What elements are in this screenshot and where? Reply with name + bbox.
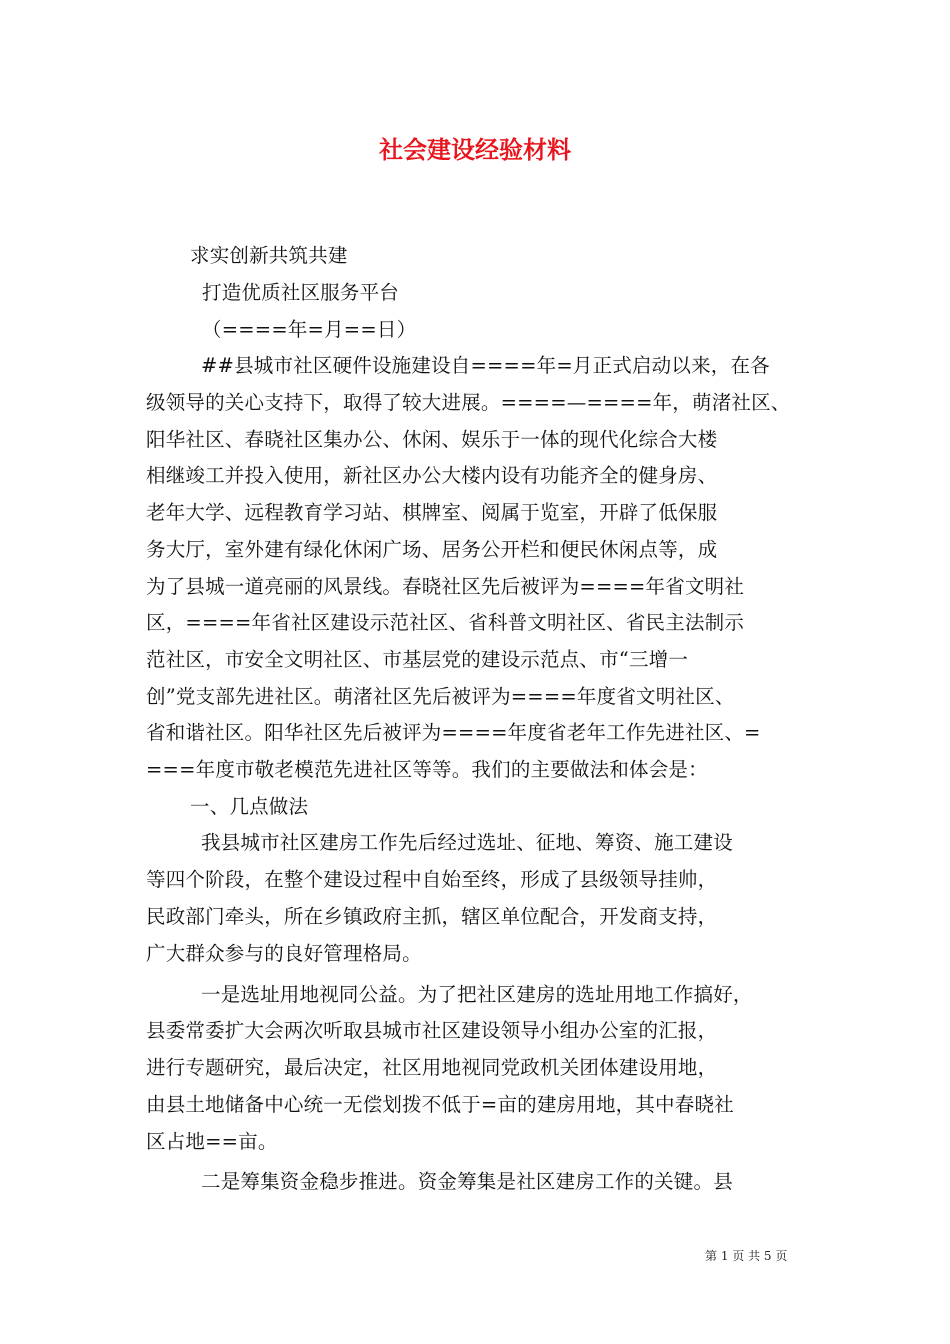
text-line: 创”党支部先进社区。萌渚社区先后被评为====年度省文明社区、	[146, 685, 735, 708]
text-line: 范社区，市安全文明社区、市基层党的建设示范点、市“三增一	[146, 648, 689, 671]
text-line: 等四个阶段，在整个建设过程中自始至终，形成了县级领导挂帅，	[146, 868, 718, 891]
text-line: ===年度市敬老模范先进社区等等。我们的主要做法和体会是：	[146, 758, 708, 781]
section-heading: 一、几点做法	[190, 795, 309, 818]
text-line: 二是筹集资金稳步推进。资金筹集是社区建房工作的关键。县	[201, 1170, 733, 1193]
page-indicator: 第 1 页 共 5 页	[705, 1249, 788, 1263]
document-title: 社会建设经验材料	[379, 136, 571, 164]
text-line: 我县城市社区建房工作先后经过选址、征地、筹资、施工建设	[201, 831, 733, 854]
text-line: 区占地==亩。	[146, 1130, 278, 1153]
text-line: ##县城市社区硬件设施建设自====年=月正式启动以来，在各	[201, 354, 770, 377]
text-line: 老年大学、远程教育学习站、棋牌室、阅属于览室，开辟了低保服	[146, 501, 718, 524]
text-line: 一是选址用地视同公益。为了把社区建房的选址用地工作搞好，	[201, 983, 753, 1006]
text-line: 广大群众参与的良好管理格局。	[146, 942, 422, 965]
text-line: （====年=月==日）	[202, 318, 417, 341]
text-line: 民政部门牵头，所在乡镇政府主抓，辖区单位配合，开发商支持，	[146, 905, 718, 928]
text-line: 区，====年省社区建设示范社区、省科普文明社区、省民主法制示	[146, 611, 745, 634]
text-line: 相继竣工并投入使用，新社区办公大楼内设有功能齐全的健身房、	[146, 464, 718, 487]
text-line: 级领导的关心支持下，取得了较大进展。====—====年，萌渚社区、	[146, 391, 791, 414]
text-line: 进行专题研究，最后决定，社区用地视同党政机关团体建设用地，	[146, 1056, 718, 1079]
text-line: 为了县城一道亮丽的风景线。春晓社区先后被评为====年省文明社	[146, 575, 745, 598]
text-line: 阳华社区、春晓社区集办公、休闲、娱乐于一体的现代化综合大楼	[146, 428, 718, 451]
text-line: 务大厅，室外建有绿化休闲广场、居务公开栏和便民休闲点等，成	[146, 538, 718, 561]
text-line: 求实创新共筑共建	[190, 244, 348, 267]
text-line: 省和谐社区。阳华社区先后被评为====年度省老年工作先进社区、=	[146, 721, 761, 744]
text-line: 打造优质社区服务平台	[202, 281, 400, 304]
text-line: 由县土地储备中心统一无偿划拨不低于=亩的建房用地，其中春晓社	[146, 1093, 734, 1116]
text-line: 县委常委扩大会两次听取县城市社区建设领导小组办公室的汇报，	[146, 1019, 718, 1042]
